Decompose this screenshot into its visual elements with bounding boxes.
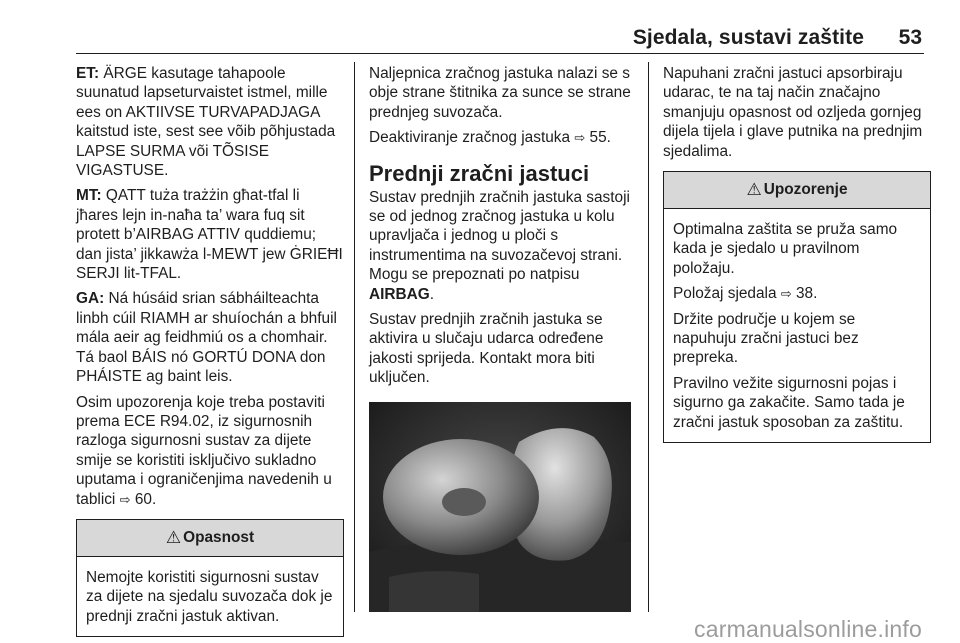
warning-triangle-icon: ⚠ — [165, 528, 182, 548]
deactivation-paragraph — [369, 128, 637, 147]
warning-seat-ref[interactable]: 38. — [796, 285, 818, 303]
column-1 — [76, 64, 344, 637]
deactivation-text: Deaktiviranje zračnog jastuka — [369, 129, 571, 147]
reference-arrow-icon[interactable]: ⇨ — [119, 491, 131, 507]
airbag-center-fold — [442, 488, 486, 516]
ga-label: GA: — [76, 290, 105, 308]
column-divider-2 — [648, 62, 649, 612]
warning-seat-position: Optimalna zaštita se pruža samo kada je sjedalo u pravilnom položaju. — [673, 221, 898, 277]
danger-text: Nemojte koristiti sigurnosni sustav za dijete na sjedalu suvozača dok je prednji zračni jastuk aktivan. — [86, 568, 333, 625]
system-description-end: . — [429, 285, 434, 303]
warning-triangle-icon: ⚠ — [746, 180, 762, 200]
mt-paragraph — [76, 186, 344, 283]
label-location-paragraph: Naljepnica zračnog jastuka nalazi se s obje strane štitnika za sunce se strane prednjeg suvozača. — [369, 65, 631, 121]
column-2 — [369, 64, 637, 612]
warning-callout — [663, 171, 931, 443]
system-description-text: Sustav prednjih zračnih jastuka sastoji se od jednog zračnog jastuka u kolu upravljača i jednog u ploči s instrumentima na suvozačevoj strani. Mogu se prepoznati po natpisu — [369, 188, 630, 284]
warning-title: Upozorenje — [763, 181, 848, 199]
absorption-paragraph: Napuhani zračni jastuci apsorbiraju udarac, te na taj način značajno smanjuju opasnost od ozljeda gornjeg dijela tijela i glave putnika na prednjim sjedalima. — [663, 65, 923, 160]
ece-ref[interactable]: 60. — [134, 490, 157, 508]
ga-paragraph — [76, 289, 344, 386]
ece-text: Osim upozorenja koje treba postaviti prema ECE R94.02, iz sigurnosnih razloga sigurnosni sustav za dijete smije se koristiti isključivo sukladno uputama i ograničenjima navedenih u tablici — [76, 393, 332, 508]
warning-seat-ref-text: Položaj sjedala — [673, 285, 777, 303]
watermark: carmanualsonline.info — [694, 616, 922, 642]
ga-text: Ná húsáid srian sábháilteachta linbh cúil RIAMH ar shuíochán a bhfuil mála aeir ag feidhmiú os a chomhair. Tá baol BÁIS nó GORTÚ DONA don PHÁISTE ag baint leis. — [76, 290, 337, 386]
reference-arrow-icon[interactable]: ⇨ — [780, 286, 792, 302]
reference-arrow-icon[interactable]: ⇨ — [574, 130, 586, 146]
page-header-title: Sjedala, sustavi zaštite — [632, 26, 864, 49]
ece-paragraph — [76, 393, 344, 509]
airbag-photo — [369, 402, 631, 612]
header-rule — [76, 53, 924, 54]
activation-paragraph: Sustav prednjih zračnih jastuka se aktivira u slučaju udarca određene jakosti sprijeda. Kontakt mora biti uključen. — [369, 311, 604, 387]
danger-title: Opasnost — [183, 529, 255, 547]
warning-seatbelt: Pravilno vežite sigurnosni pojas i sigurno ga zakačite. Samo tada je zračni jastuk sposoban za zaštitu. — [673, 374, 905, 431]
section-heading: Prednji zračni jastuci — [369, 160, 590, 186]
system-description-paragraph — [369, 188, 637, 304]
danger-callout-body — [77, 557, 343, 636]
warning-seat-ref-paragraph — [673, 284, 920, 303]
danger-callout-header — [77, 520, 343, 557]
warning-callout-header — [664, 172, 930, 209]
et-label: ET: — [76, 65, 100, 82]
mt-label: MT: — [76, 187, 102, 205]
warning-callout-body — [664, 209, 930, 442]
danger-callout — [76, 519, 344, 637]
airbag-label: AIRBAG — [369, 285, 430, 303]
mt-text: QATT tuża trażżin għat-tfal li jħares lejn in-naħa ta’ wara fuq sit protett b’AIRBAG ATTIV quddiemu; dan jista’ jikkawża l-MEWT jew ĠRIEĦI SERJI lit-TFAL. — [76, 187, 343, 283]
column-3 — [663, 64, 931, 443]
seat-shape — [389, 571, 479, 612]
et-paragraph — [76, 64, 344, 180]
et-text: ÄRGE kasutage tahapoole suunatud lapseturvaistet istmel, mille ees on AKTIIVSE TURVAPADJAGA kaitstud iste, sest see võib põhjustada LAPSE SURMA või TÕSISE VIGASTUSE. — [76, 65, 336, 180]
page-number: 53 — [898, 26, 922, 49]
warning-keep-clear: Držite područje u kojem se napuhuju zračni jastuci bez prepreka. — [673, 310, 859, 367]
deactivation-ref[interactable]: 55. — [589, 129, 611, 147]
column-divider-1 — [354, 62, 355, 612]
